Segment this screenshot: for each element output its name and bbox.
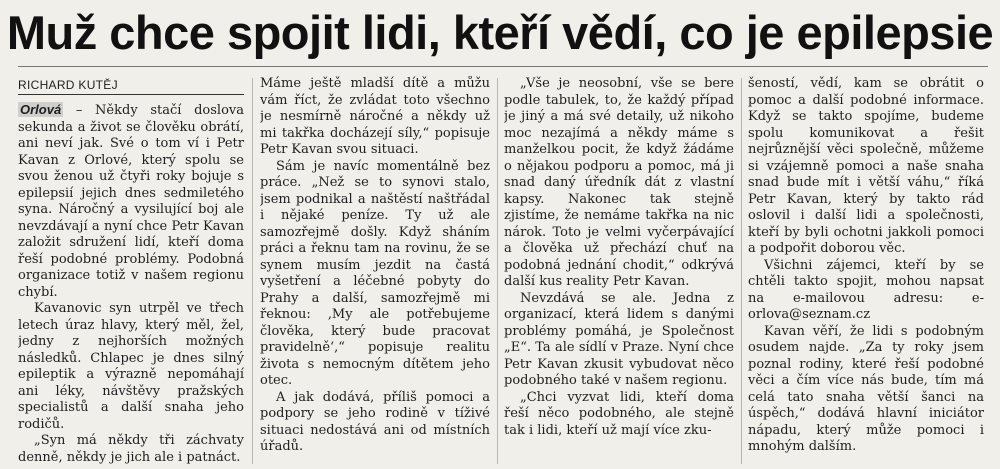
paragraph-7: „Vše je neosobní, vše se bere podle tabulek, to, že každý případ je jiný a má své detaily, už nikoho moc nezajímá a někdy máme s manželkou pocit, že když žádáme o nějakou podporu a pomoc, má ji snad daný úředník dát z vlastní kapsy. Nakonec tak stejně zjistíme, že nemáme takřka na nic nárok. Toto je velmi vyčerpávající a člověka už přechází chuť na podobná jednání chodit,“ odkrývá další kus reality Petr Kavan. <box>504 76 734 289</box>
column-divider <box>497 78 498 464</box>
paragraph-8: Nevzdává se ale. Jedna z organizací, která lidem s danými problémy pomáhá, je Společnost „E“. Ta ale sídlí v Praze. Nyní chce Petr Kavan zkusit vybudovat něco podobného také v našem regionu. <box>504 290 734 388</box>
paragraph-1-text: – Někdy stačí doslova sekunda a život se člověku obrátí, ani neví jak. Své o tom ví i Petr Kavan z Orlové, který spolu se svou ženou už čtyři roky bojuje s epilepsií jejich dnes sedmiletého syna. Náročný a vysilující boj ale nevzdávají a nyní chce Petr Kavan založit sdružení lidí, kteří doma řeší podobné problémy. Podobná organizace totiž v našem regionu chybí. <box>18 103 244 300</box>
paragraph-6: A jak dodává, příliš pomoci a podpory se jeho rodině v tíživé situaci nedostává ani od místních úřadů. <box>260 389 490 454</box>
article-headline: Muž chce spojit lidi, kteří vědí, co je epilepsie <box>6 6 994 59</box>
paragraph-1 <box>18 102 244 301</box>
paragraph-4: Máme ještě mladší dítě a můžu vám říct, že zvládat toto všechno je nesmírně náročné a někdy už mi takřka docházejí síly,“ popisuje Petr Kavan svou situaci. <box>260 76 490 157</box>
paragraph-9: „Chci vyzvat lidi, kteří doma řeší něco podobného, ale stejně tak i lidi, kteří už mají více zku- <box>504 389 734 438</box>
paragraph-12: Kavan věří, že lidi s podobným osudem najde. „Za ty roky jsem poznal rodiny, které řeší podobné věci a čím více nás bude, tím má celá tato snaha větší šanci na úspěch,“ dodává hlavní iniciátor nápadu, který může pomoci i mnohým dalším. <box>748 323 984 454</box>
dateline: Orlová <box>20 102 62 117</box>
paragraph-10: šeností, vědí, kam se obrátit o pomoc a další podobné informace. Když se takto spojíme, budeme spolu komunikovat a řešit nejrůznější věci společně, můžeme si vzájemně pomoci a naše snaha snad bude mít i větší váhu,“ říká Petr Kavan, který by takto rád oslovil i další lidi a společnosti, kteří by byli ochotni jakkoli pomoci a podpořit doborou věc. <box>748 76 984 256</box>
paragraph-2: Kavanovic syn utrpěl ve třech letech úraz hlavy, který měl, žel, jedny z nejhorších možných následků. Chlapec je dnes silný epileptik a výrazně nepomáhají ani léky, návštěvy pražských specialistů a další snaha jeho rodičů. <box>18 301 244 432</box>
paragraph-11: Všichni zájemci, kteří by se chtěli takto spojit, mohou napsat na e-mailovou adresu: e-orlova@seznam.cz <box>748 257 984 322</box>
column-divider <box>252 78 253 464</box>
column-3 <box>504 76 734 469</box>
paragraph-5: Sám je navíc momentálně bez práce. „Než se to synovi stalo, jsem podnikal a naštěstí naštřádal i nějaké peníze. Ty už ale samozřejmě došly. Když sháním práci a řeknu tam na rovinu, že se synem musím jezdit na častá vyšetření a léčebné pobyty do Prahy a další, samozřejmě mi řeknou: ‚My ale potřebujeme člověka, který bude pracovat pravidelně‘,“ popisuje realitu života s nemocným dítětem jeho otec. <box>260 158 490 388</box>
column-1 <box>18 76 244 469</box>
column-4 <box>748 76 984 469</box>
column-divider <box>741 78 742 464</box>
paragraph-3: „Syn má někdy tři záchvaty denně, někdy je jich ale i patnáct. <box>18 433 244 465</box>
byline: RICHARD KUTĚJ <box>18 76 244 95</box>
top-rule <box>18 66 988 67</box>
column-2 <box>260 76 490 469</box>
